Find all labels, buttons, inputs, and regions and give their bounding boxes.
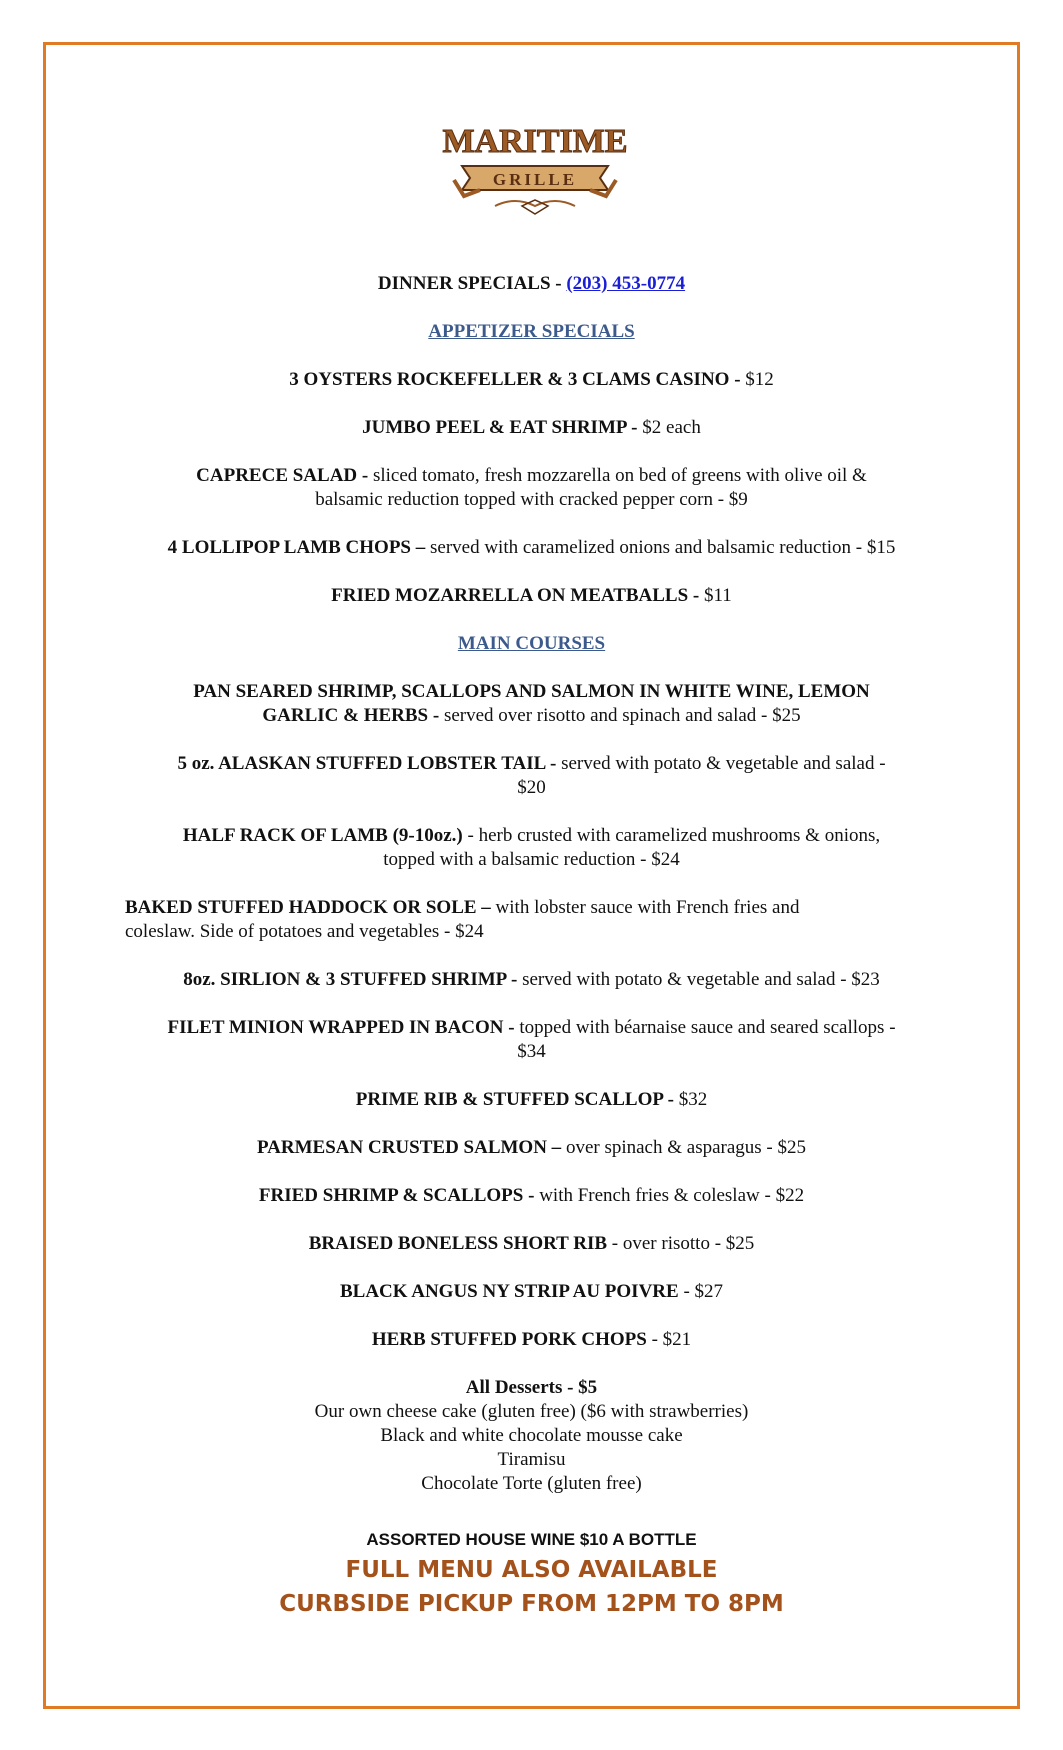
- item-desc: - herb crusted with caramelized mushrooms & onions,: [467, 825, 881, 846]
- item-desc: with French fries & coleslaw - $22: [539, 1185, 805, 1206]
- item-desc: coleslaw. Side of potatoes and vegetables - $24: [125, 921, 484, 942]
- list-item: [120, 1088, 943, 1112]
- appetizer-heading-text: APPETIZER SPECIALS: [428, 321, 635, 342]
- list-item: [120, 536, 943, 560]
- item-desc: topped with béarnaise sauce and seared scallops -: [519, 1017, 896, 1038]
- item-desc: - over risotto - $25: [607, 1233, 755, 1254]
- item-name: HALF RACK OF LAMB (9-10oz.): [182, 825, 468, 846]
- item-name: FRIED SHRIMP & SCALLOPS -: [258, 1185, 540, 1206]
- item-name: 5 oz. ALASKAN STUFFED LOBSTER TAIL -: [177, 753, 562, 774]
- logo-bottom-text: GRILLE: [492, 170, 578, 189]
- dessert-item: Black and white chocolate mousse cake: [380, 1425, 683, 1446]
- main-courses-heading-text: MAIN COURSES: [457, 633, 606, 654]
- list-item-cont: [120, 488, 943, 512]
- item-name: 4 LOLLIPOP LAMB CHOPS –: [167, 537, 430, 558]
- main-courses-heading: [120, 632, 943, 656]
- maritime-grille-logo: [440, 120, 630, 220]
- item-desc: $2 each: [642, 417, 701, 438]
- item-name: 8oz. SIRLION & 3 STUFFED SHRIMP -: [183, 969, 523, 990]
- list-item-cont: [120, 848, 943, 872]
- list-item-cont: [120, 776, 943, 800]
- item-name: PARMESAN CRUSTED SALMON –: [256, 1137, 566, 1158]
- list-item: [120, 584, 943, 608]
- item-desc: served over risotto and spinach and salad - $25: [443, 705, 801, 726]
- list-item: [125, 896, 948, 920]
- house-wine-note: ASSORTED HOUSE WINE $10 A BOTTLE: [366, 1530, 697, 1549]
- item-desc: with lobster sauce with French fries and: [495, 897, 800, 918]
- item-desc: topped with a balsamic reduction - $24: [383, 849, 680, 870]
- list-item: [120, 464, 943, 488]
- appetizer-heading: [120, 320, 943, 344]
- item-desc: $12: [745, 369, 774, 390]
- curbside-note: CURBSIDE PICKUP FROM 12PM TO 8PM: [279, 1591, 784, 1617]
- item-name: HERB STUFFED PORK CHOPS: [371, 1329, 647, 1350]
- list-item-cont: [120, 704, 943, 728]
- item-desc: $20: [517, 777, 546, 798]
- item-name: 3 OYSTERS ROCKEFELLER & 3 CLAMS CASINO -: [289, 369, 746, 390]
- phone-link[interactable]: (203) 453-0774: [566, 273, 686, 294]
- item-desc: sliced tomato, fresh mozzarella on bed of greens with olive oil &: [372, 465, 867, 486]
- item-name: GARLIC & HERBS -: [262, 705, 444, 726]
- list-item: [120, 1184, 943, 1208]
- full-menu-note: FULL MENU ALSO AVAILABLE: [345, 1557, 718, 1583]
- item-name: JUMBO PEEL & EAT SHRIMP -: [362, 417, 643, 438]
- item-name: BAKED STUFFED HADDOCK OR SOLE –: [125, 897, 496, 918]
- item-name: FILET MINION WRAPPED IN BACON -: [167, 1017, 520, 1038]
- list-item: [120, 824, 943, 848]
- item-desc: served with potato & vegetable and salad - $23: [522, 969, 880, 990]
- list-item: [120, 752, 943, 776]
- list-item: [120, 416, 943, 440]
- item-desc: - $27: [678, 1281, 724, 1302]
- list-item-cont: [125, 920, 948, 944]
- item-desc: served with caramelized onions and balsamic reduction - $15: [430, 537, 896, 558]
- item-desc: $34: [517, 1041, 546, 1062]
- header-title: DINNER SPECIALS -: [377, 273, 567, 294]
- list-item: [120, 1232, 943, 1256]
- item-name: CAPRECE SALAD -: [196, 465, 373, 486]
- dessert-item: Tiramisu: [497, 1449, 566, 1470]
- list-item: [120, 680, 943, 704]
- desserts-heading: All Desserts - $5: [465, 1377, 598, 1398]
- list-item: [120, 1280, 943, 1304]
- item-desc: $11: [704, 585, 732, 606]
- item-desc: $32: [678, 1089, 708, 1110]
- dinner-specials-header: [120, 272, 943, 296]
- list-item: [120, 1016, 943, 1040]
- list-item: [120, 1136, 943, 1160]
- dessert-item: Chocolate Torte (gluten free): [421, 1473, 642, 1494]
- logo-top-text: MARITIME: [442, 123, 628, 160]
- item-name: BRAISED BONELESS SHORT RIB: [308, 1233, 608, 1254]
- item-name: BLACK ANGUS NY STRIP AU POIVRE: [339, 1281, 679, 1302]
- list-item: [120, 1328, 943, 1352]
- item-name: PAN SEARED SHRIMP, SCALLOPS AND SALMON IN WHITE WINE, LEMON: [193, 681, 870, 702]
- item-desc: balsamic reduction topped with cracked pepper corn - $9: [315, 489, 748, 510]
- dessert-item: Our own cheese cake (gluten free) ($6 with strawberries): [314, 1401, 749, 1422]
- item-name: FRIED MOZARRELLA ON MEATBALLS -: [331, 585, 705, 606]
- item-desc: served with potato & vegetable and salad -: [561, 753, 886, 774]
- item-desc: - $21: [646, 1329, 692, 1350]
- list-item-cont: [120, 1040, 943, 1064]
- list-item: [120, 368, 943, 392]
- item-name: PRIME RIB & STUFFED SCALLOP -: [355, 1089, 679, 1110]
- item-desc: over spinach & asparagus - $25: [565, 1137, 807, 1158]
- list-item: [120, 968, 943, 992]
